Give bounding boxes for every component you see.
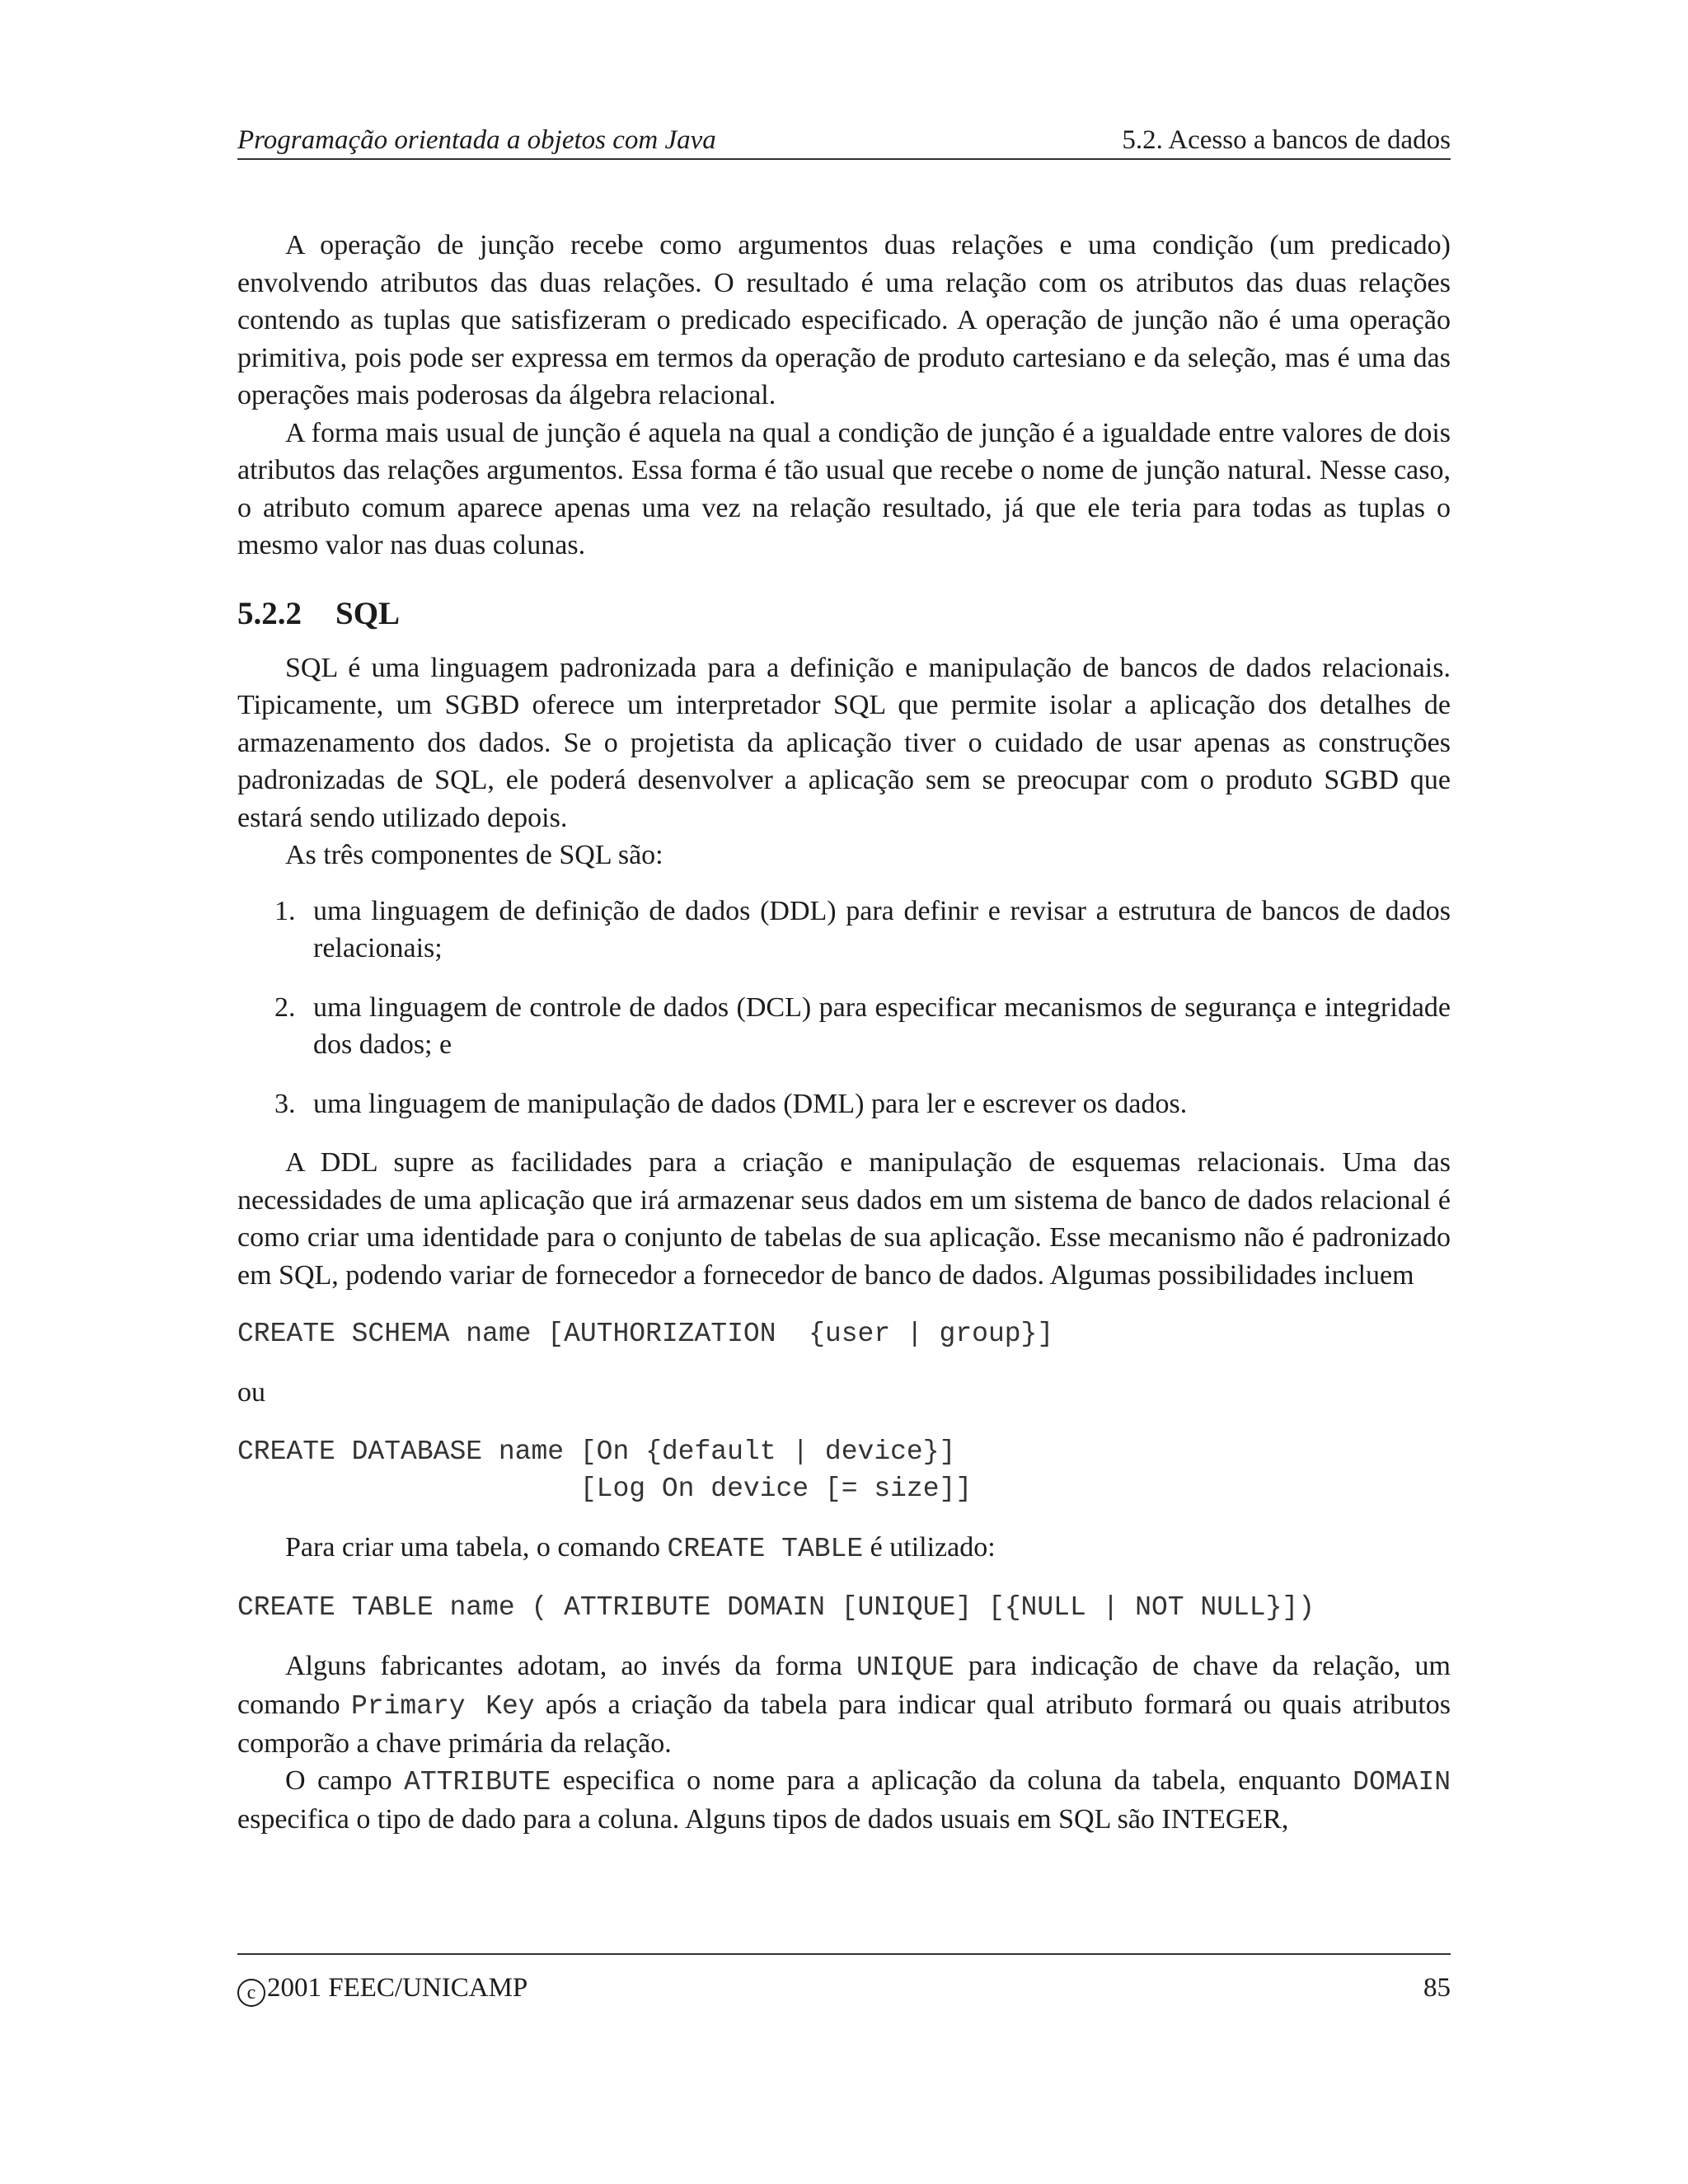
sql-components-list xyxy=(237,893,1451,1123)
paragraph-sql-intro: SQL é uma linguagem padronizada para a definição e manipulação de bancos de dados relacionais. Tipicamente, um SGBD oferece um interpretador SQL que permite isolar a aplicação dos detalhes de armazenamento dos dados. Se o projetista da aplicação tiver o cuidado de usar apenas as construções padronizadas de SQL, ele poderá desenvolver a aplicação sem se preocupar com o produto SGBD que estará sendo utilizado depois. xyxy=(237,652,1451,833)
list-item-text: uma linguagem de manipulação de dados (DML) para ler e escrever os dados. xyxy=(313,1088,1188,1119)
paragraph-natural-join: A forma mais usual de junção é aquela na qual a condição de junção é a igualdade entre valores de dois atributos das relações argumentos. Essa forma é tão usual que recebe o nome de junção natural. Nesse caso, o atributo comum aparece apenas uma vez na relação resultado, já que ele teria para todas as tuplas o mesmo valor nas duas colunas. xyxy=(237,417,1451,560)
paragraph-create-table-lead xyxy=(237,1529,1451,1568)
code-create-database: CREATE DATABASE name [On {default | device}] [Log On device [= size]] xyxy=(237,1436,973,1504)
text-run: é utilizado: xyxy=(863,1531,996,1563)
text-run: especifica o nome para a aplicação da coluna da tabela, enquanto xyxy=(551,1765,1353,1796)
code-create-table: CREATE TABLE name ( ATTRIBUTE DOMAIN [UNIQUE] [{NULL | NOT NULL}]) xyxy=(237,1591,1315,1623)
list-item xyxy=(237,989,1451,1064)
list-item xyxy=(237,893,1451,968)
list-item xyxy=(237,1085,1451,1123)
running-header xyxy=(237,122,1451,160)
list-marker: 3. xyxy=(274,1088,296,1119)
list-item-text: uma linguagem de controle de dados (DCL) para especificar mecanismos de segurança e integridade dos dados; e xyxy=(313,991,1451,1060)
paragraph-ou: ou xyxy=(237,1377,265,1408)
inline-code-unique: UNIQUE xyxy=(856,1652,954,1683)
section-number: 5.2.2 xyxy=(237,595,302,631)
paragraph-attribute-domain xyxy=(237,1762,1451,1839)
copyright xyxy=(237,1970,528,2007)
list-marker: 2. xyxy=(274,991,296,1023)
inline-code-attribute: ATTRIBUTE xyxy=(404,1767,551,1797)
section-heading xyxy=(237,593,1451,635)
section-title: 5.2. Acesso a bancos de dados xyxy=(1122,125,1451,155)
inline-code-primary-key: Primary Key xyxy=(350,1690,535,1722)
copyright-icon: c xyxy=(237,1979,265,2007)
page-number: 85 xyxy=(1423,1973,1451,2003)
book-title: Programação orientada a objetos com Java xyxy=(237,125,716,155)
text-run: O campo xyxy=(285,1765,405,1796)
text-run: para indicação de chave da relação, um comando xyxy=(237,1650,1451,1720)
text-run: especifica o tipo de dado para a coluna. Alguns tipos de dados usuais em SQL são INTEGER, xyxy=(237,1804,1289,1835)
paragraph-primary-key xyxy=(237,1647,1451,1763)
list-item-text: uma linguagem de definição de dados (DDL) para definir e revisar a estrutura de bancos de dados relacionais; xyxy=(313,895,1451,963)
page-footer xyxy=(237,1953,1451,2004)
copyright-text: 2001 FEEC/UNICAMP xyxy=(267,1973,528,2003)
inline-code-create-table: CREATE TABLE xyxy=(667,1533,864,1564)
page-body xyxy=(237,227,1451,1839)
paragraph-components-lead: As três componentes de SQL são: xyxy=(285,840,663,870)
text-run: após a criação da tabela para indicar qual atributo formará ou quais atributos comporão a chave primária da relação. xyxy=(237,1689,1451,1759)
paragraph-ddl: A DDL supre as facilidades para a criação e manipulação de esquemas relacionais. Uma das necessidades de uma aplicação que irá armazenar seus dados em um sistema de banco de dados relacional é como criar uma identidade para o conjunto de tabelas de sua aplicação. Esse mecanismo não é padronizado em SQL, podendo variar de fornecedor a fornecedor de banco de dados. Algumas possibilidades incluem xyxy=(237,1147,1451,1291)
text-run: Para criar uma tabela, o comando xyxy=(285,1531,668,1563)
section-heading-title: SQL xyxy=(335,595,401,631)
code-create-schema: CREATE SCHEMA name [AUTHORIZATION {user | group}] xyxy=(237,1319,1054,1349)
inline-code-domain: DOMAIN xyxy=(1353,1767,1451,1797)
text-run: Alguns fabricantes adotam, ao invés da forma xyxy=(285,1650,856,1681)
list-marker: 1. xyxy=(274,895,296,926)
paragraph-join-definition: A operação de junção recebe como argumentos duas relações e uma condição (um predicado) envolvendo atributos das duas relações. O resultado é uma relação com os atributos das duas relações contendo as tuplas que satisfizeram o predicado especificado. A operação de junção não é uma operação primitiva, pois pode ser expressa em termos da operação de produto cartesiano e da seleção, mas é uma das operações mais poderosas da álgebra relacional. xyxy=(237,230,1451,410)
